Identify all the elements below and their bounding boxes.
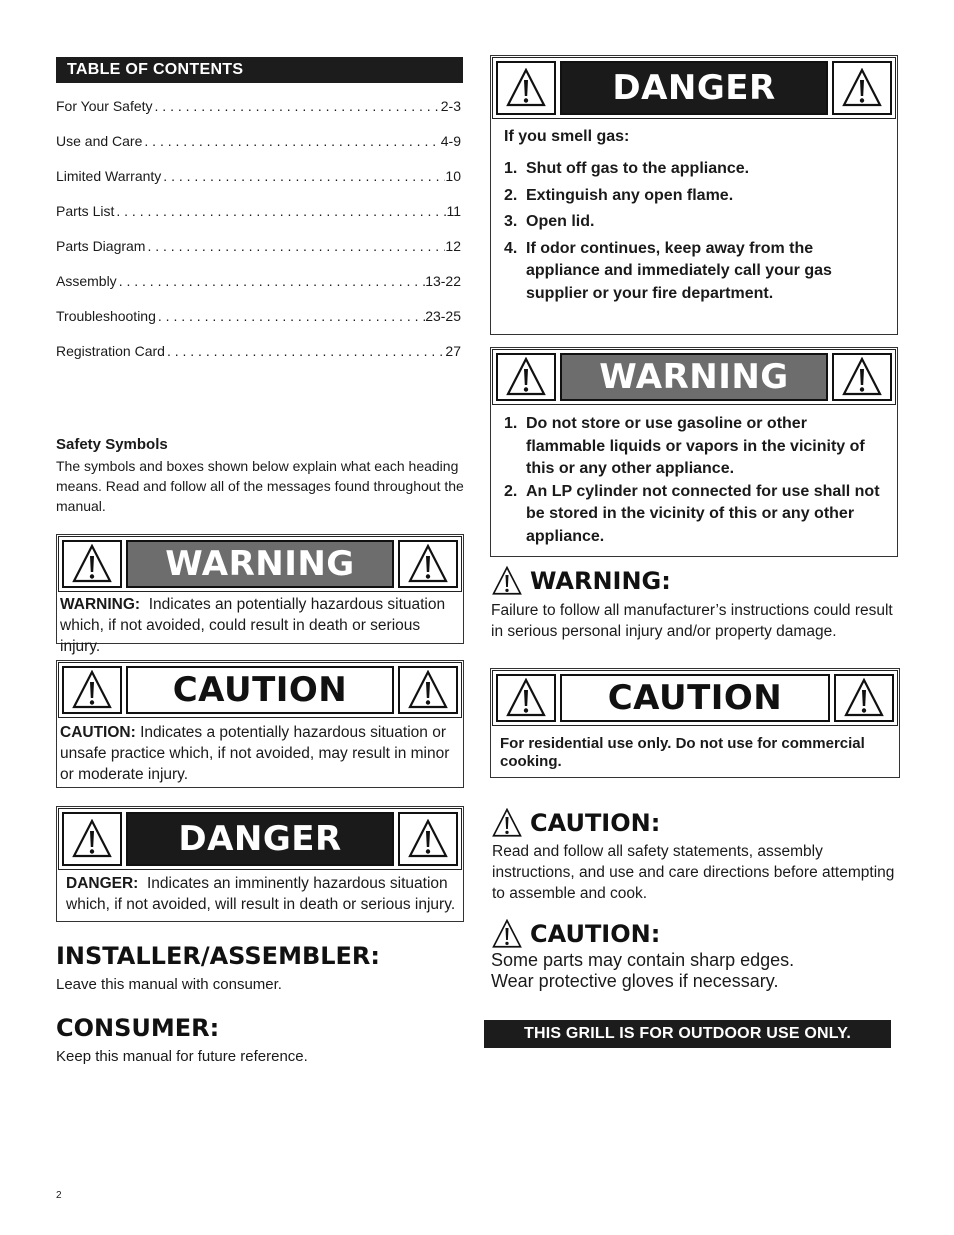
toc-entry-pages: 27 xyxy=(445,343,461,359)
hazard-icon xyxy=(496,353,556,401)
warning-note-text: Failure to follow all manufacturer’s instructions could result in serious personal injury and/or property damage. xyxy=(491,602,893,640)
hazard-icon xyxy=(834,674,894,722)
toc-entry[interactable] xyxy=(56,236,461,256)
hazard-icon xyxy=(398,812,458,866)
caution-note-heading-row xyxy=(492,808,660,838)
item-number: 4. xyxy=(504,239,518,257)
toc-dot-leader xyxy=(145,236,445,256)
danger-banner xyxy=(58,808,462,870)
toc-dot-leader xyxy=(156,306,425,326)
warning-note-heading-row xyxy=(492,566,671,596)
signal-word: DANGER xyxy=(560,61,828,115)
legend-description: Indicates a potentially hazardous situation or unsafe practice which, if not avoided, may result in minor or moderate injury. xyxy=(60,724,450,783)
toc-entry-title: For Your Safety xyxy=(56,98,153,114)
safety-symbols-text: The symbols and boxes shown below explain what each heading means. Read and follow all of the messages found throughout the manual. xyxy=(56,458,464,514)
item-number: 2. xyxy=(504,186,518,204)
toc-dot-leader xyxy=(165,341,445,361)
hazard-icon xyxy=(62,540,122,588)
signal-word: DANGER xyxy=(126,812,394,866)
warning-banner xyxy=(58,536,462,592)
list-item xyxy=(504,185,884,208)
installer-heading: INSTALLER/ASSEMBLER: xyxy=(56,942,381,970)
hazard-icon xyxy=(832,353,892,401)
warning-items xyxy=(504,413,889,548)
toc-entry-title: Limited Warranty xyxy=(56,168,162,184)
consumer-text: Keep this manual for future reference. xyxy=(56,1048,308,1065)
caution-box xyxy=(490,668,900,778)
hazard-icon xyxy=(496,674,556,722)
legend-danger-text xyxy=(66,873,462,915)
legend-caution-box xyxy=(56,660,464,788)
list-item xyxy=(504,158,884,181)
toc-entry-pages: 13-22 xyxy=(425,273,461,289)
toc-entry-pages: 10 xyxy=(445,168,461,184)
legend-label: CAUTION: xyxy=(60,724,136,741)
caution-note-heading-row xyxy=(492,919,660,949)
hazard-icon xyxy=(492,808,522,838)
legend-warning-text xyxy=(60,594,464,657)
hazard-icon xyxy=(398,666,458,714)
legend-danger-box xyxy=(56,806,464,922)
legend-caution-text xyxy=(60,722,462,785)
item-number: 2. xyxy=(504,482,518,500)
item-text: Extinguish any open flame. xyxy=(526,186,734,204)
hazard-icon xyxy=(398,540,458,588)
danger-steps xyxy=(504,158,884,305)
caution-note-line: Some parts may contain sharp edges. xyxy=(491,950,795,970)
legend-label: WARNING: xyxy=(60,596,141,613)
signal-word: CAUTION xyxy=(126,666,394,714)
toc-dot-leader xyxy=(114,201,446,221)
toc-entry-pages: 12 xyxy=(445,238,461,254)
list-item xyxy=(504,238,884,306)
toc-entry-pages: 23-25 xyxy=(425,308,461,324)
toc-entry-pages: 11 xyxy=(446,203,461,219)
caution-note-text: Read and follow all safety statements, assembly instructions, and use and care directions before attempting to assemble and cook. xyxy=(492,843,895,902)
toc-entry-title: Troubleshooting xyxy=(56,308,156,324)
hazard-icon xyxy=(496,61,556,115)
hazard-icon xyxy=(492,566,522,596)
toc-entry[interactable] xyxy=(56,306,461,326)
toc-entry[interactable] xyxy=(56,201,461,221)
safety-symbols-title: Safety Symbols xyxy=(56,436,168,453)
toc-dot-leader xyxy=(142,131,440,151)
hazard-icon xyxy=(492,919,522,949)
caution-box-text: For residential use only. Do not use for commercial cooking. xyxy=(500,735,865,770)
outdoor-use-banner: THIS GRILL IS FOR OUTDOOR USE ONLY. xyxy=(484,1020,891,1048)
caution-banner xyxy=(58,662,462,718)
item-text: Do not store or use gasoline or other flammable liquids or vapors in the vicinity of this or any other appliance. xyxy=(526,415,865,477)
item-number: 3. xyxy=(504,213,518,230)
hazard-icon xyxy=(62,812,122,866)
list-item xyxy=(504,211,884,234)
toc-entry[interactable] xyxy=(56,341,461,361)
toc-entry[interactable] xyxy=(56,131,461,151)
warning-banner xyxy=(492,349,896,405)
warning-box xyxy=(490,347,898,557)
caution-banner xyxy=(492,670,898,726)
page-number: 2 xyxy=(56,1190,62,1201)
item-text: Shut off gas to the appliance. xyxy=(526,160,750,177)
toc-entry-title: Registration Card xyxy=(56,343,165,359)
toc-entry-title: Parts Diagram xyxy=(56,238,146,254)
item-number: 1. xyxy=(504,415,518,432)
legend-warning-box xyxy=(56,534,464,655)
signal-word: WARNING xyxy=(126,540,394,588)
toc-dot-leader xyxy=(153,96,441,116)
list-item xyxy=(504,413,889,481)
toc-header: TABLE OF CONTENTS xyxy=(56,57,463,83)
item-number: 1. xyxy=(504,160,518,177)
toc-entry[interactable] xyxy=(56,96,461,116)
legend-label: DANGER: xyxy=(66,875,139,892)
danger-banner xyxy=(492,57,896,119)
item-text: An LP cylinder not connected for use shall not be stored in the vicinity of this or any other appliance. xyxy=(526,482,880,545)
legend-description: Indicates an imminently hazardous situation which, if not avoided, will result in death or serious injury. xyxy=(66,875,456,913)
caution-note-line: Wear protective gloves if necessary. xyxy=(491,971,779,991)
hazard-icon xyxy=(832,61,892,115)
item-text: If odor continues, keep away from the appliance and immediately call your gas supplier or your fire department. xyxy=(526,239,832,302)
caution-note-heading: CAUTION: xyxy=(530,920,661,948)
toc-entry[interactable] xyxy=(56,166,461,186)
danger-box xyxy=(490,55,898,335)
warning-note-heading: WARNING: xyxy=(530,567,671,595)
signal-word: WARNING xyxy=(560,353,828,401)
legend-description: Indicates an potentially hazardous situation which, if not avoided, could result in death or serious injury. xyxy=(60,596,446,655)
hazard-icon xyxy=(62,666,122,714)
toc-dot-leader xyxy=(117,271,426,291)
toc-entry-pages: 4-9 xyxy=(440,133,461,149)
toc-entry-title: Assembly xyxy=(56,273,117,289)
item-text: Open lid. xyxy=(526,213,595,230)
consumer-heading: CONSUMER: xyxy=(56,1014,220,1042)
installer-text: Leave this manual with consumer. xyxy=(56,976,282,993)
caution-note-heading: CAUTION: xyxy=(530,809,661,837)
toc-entry-pages: 2-3 xyxy=(440,98,461,114)
toc-dot-leader xyxy=(161,166,445,186)
toc-entry-title: Parts List xyxy=(56,203,115,219)
list-item xyxy=(504,481,889,549)
danger-intro: If you smell gas: xyxy=(504,128,630,145)
toc-entry-title: Use and Care xyxy=(56,133,143,149)
signal-word: CAUTION xyxy=(560,674,830,722)
toc-entry[interactable] xyxy=(56,271,461,291)
